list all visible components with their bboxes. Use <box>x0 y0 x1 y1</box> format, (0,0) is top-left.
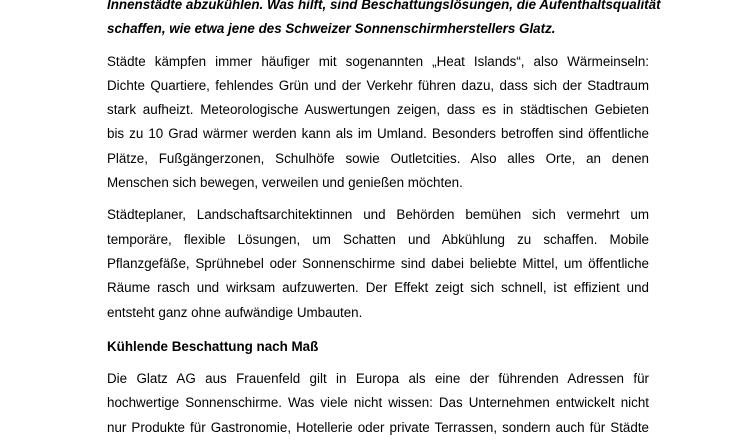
lead-line: schaffen, wie etwa jene des Schweizer Sonnenschirmherstellers Glatz. <box>107 21 556 37</box>
text-line: Städteplaner, Landschaftsarchitektinnen und Behörden bemühen sich vermehrt um <box>107 207 649 223</box>
text-line: hochwertige Sonnenschirme. Was viele nicht wissen: Das Unternehmen entwickelt nicht <box>107 395 649 411</box>
text-line: entsteht ganz ohne aufwändige Umbauten. <box>107 304 363 320</box>
text-line: Räume rasch und wirksam aufzuwerten. Der Effekt zeigt sich schnell, ist effizient und <box>107 280 649 296</box>
body-paragraph-planners <box>107 203 649 324</box>
text-line: temporäre, flexible Lösungen, um Schatten und Abkühlung zu schaffen. Mobile <box>107 231 649 247</box>
lead-paragraph <box>107 0 661 42</box>
text-line: Dichte Quartiere, fehlendes Grün und der Verkehr führen dazu, dass sich der Stadtraum <box>107 77 649 93</box>
text-line: Die Glatz AG aus Frauenfeld gilt in Europa als eine der führenden Adressen für <box>107 371 649 387</box>
document-page <box>107 0 661 440</box>
body-paragraph-heat-islands <box>107 50 649 196</box>
body-paragraph-glatz <box>107 367 649 440</box>
text-line: Menschen sich bewegen, verweilen und genießen möchten. <box>107 175 463 191</box>
text-line: Plätze, Fußgängerzonen, Schulhöfe sowie Outletcities. Also alles Orte, an denen <box>107 150 649 166</box>
text-line: Städte kämpfen immer häufiger mit sogenannten „Heat Islands“, also Wärmeinseln: <box>107 53 649 69</box>
lead-line: Innenstädte abzukühlen. Was hilft, sind Beschattungslösungen, die Aufenthaltsqualität <box>107 0 661 12</box>
text-line: nur Produkte für Gastronomie, Hotellerie oder private Terrassen, sondern auch für Städte <box>107 419 649 435</box>
text-line: stark aufheizt. Meteorologische Auswertungen zeigen, dass es in städtischen Gebieten <box>107 102 649 118</box>
text-line: Pflanzgefäße, Sprühnebel oder Sonnenschirme sind dabei beliebte Mittel, um öffentliche <box>107 255 649 271</box>
section-heading: Kühlende Beschattung nach Maß <box>107 338 319 354</box>
text-line: bis zu 10 Grad wärmer werden kann als im Umland. Besonders betroffen sind öffentliche <box>107 126 649 142</box>
